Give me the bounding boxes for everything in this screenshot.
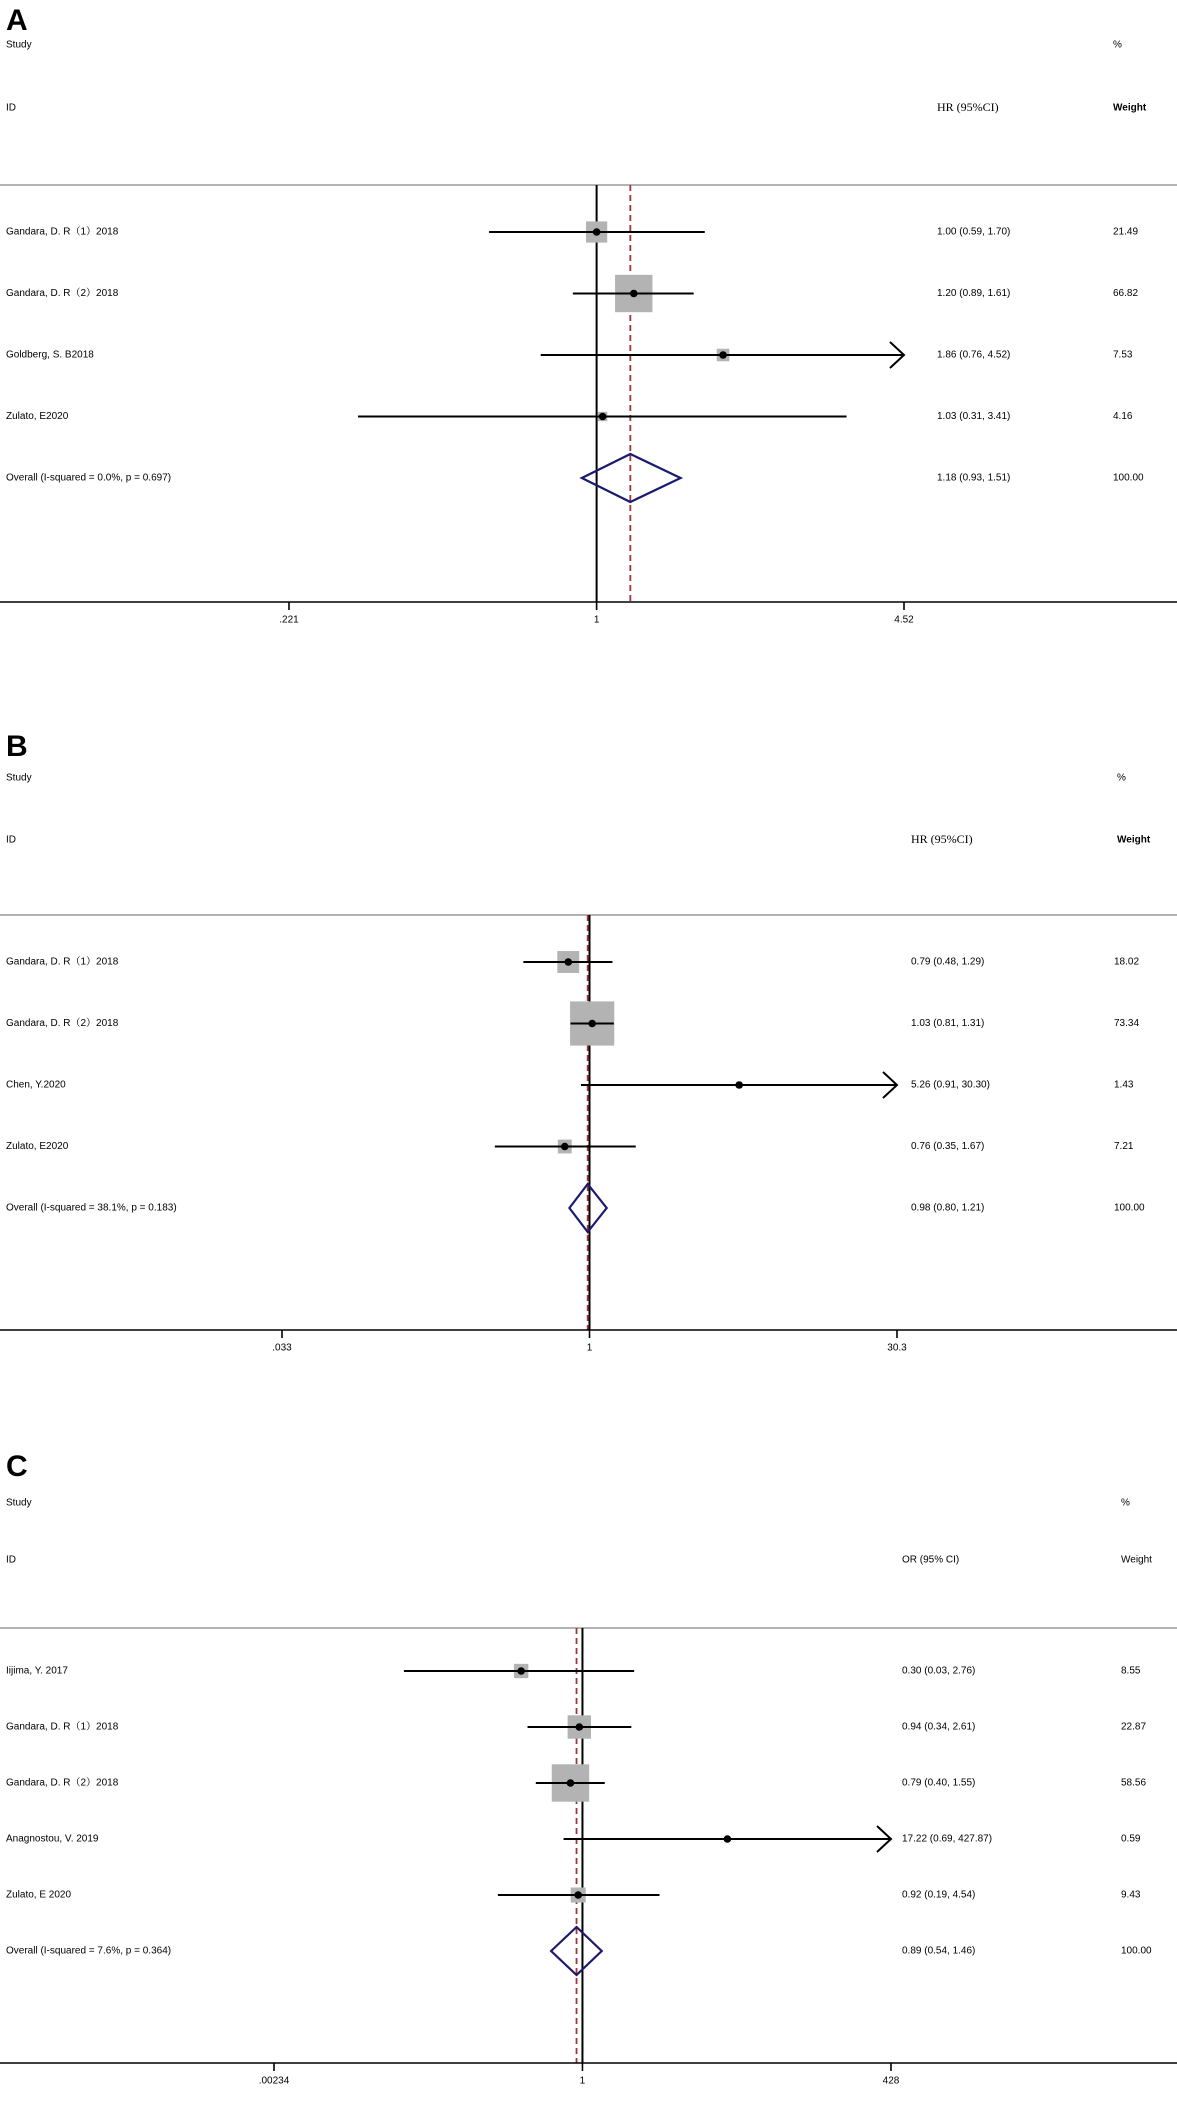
overall-ci-text: 0.98 (0.80, 1.21) xyxy=(911,1202,985,1214)
study-ci-text: 1.03 (0.31, 3.41) xyxy=(937,411,1011,423)
study-name: Gandara, D. R（1）2018 xyxy=(6,226,119,238)
x-axis-tick-label: .00234 xyxy=(258,2075,290,2087)
study-point-estimate xyxy=(719,351,727,359)
study-weight-text: 7.53 xyxy=(1113,349,1133,361)
study-name: Gandara, D. R（2）2018 xyxy=(6,1018,119,1030)
study-ci-text: 0.94 (0.34, 2.61) xyxy=(902,1721,976,1733)
study-name: Gandara, D. R（1）2018 xyxy=(6,1721,119,1733)
study-point-estimate xyxy=(588,1020,596,1028)
header-id: ID xyxy=(6,834,16,846)
study-ci-text: 1.86 (0.76, 4.52) xyxy=(937,349,1011,361)
study-ci-text: 0.79 (0.40, 1.55) xyxy=(902,1777,976,1789)
overall-ci-text: 0.89 (0.54, 1.46) xyxy=(902,1945,976,1957)
study-ci-text: 5.26 (0.91, 30.30) xyxy=(911,1079,990,1091)
study-weight-text: 7.21 xyxy=(1114,1141,1134,1153)
overall-label: Overall (I-squared = 38.1%, p = 0.183) xyxy=(6,1202,177,1214)
x-axis-tick-label: 1 xyxy=(579,2075,586,2087)
study-point-estimate xyxy=(567,1779,575,1787)
overall-ci-text: 1.18 (0.93, 1.51) xyxy=(937,472,1011,484)
header-id: ID xyxy=(6,102,16,114)
overall-weight-text: 100.00 xyxy=(1114,1202,1145,1214)
study-name: Anagnostou, V. 2019 xyxy=(6,1833,99,1845)
study-weight-text: 73.34 xyxy=(1114,1018,1140,1030)
study-ci-text: 1.00 (0.59, 1.70) xyxy=(937,226,1011,238)
study-weight-text: 1.43 xyxy=(1114,1079,1134,1091)
header-study: Study xyxy=(6,39,32,51)
study-point-estimate xyxy=(517,1667,525,1675)
study-point-estimate xyxy=(561,1143,569,1151)
header-weight: Weight xyxy=(1121,1554,1152,1566)
x-axis-tick-label: .221 xyxy=(279,614,299,626)
study-name: Gandara, D. R（2）2018 xyxy=(6,1777,119,1789)
study-ci-text: 0.79 (0.48, 1.29) xyxy=(911,956,985,968)
study-name: Gandara, D. R（2）2018 xyxy=(6,288,119,300)
study-point-estimate xyxy=(574,1891,582,1899)
study-ci-text: 17.22 (0.69, 427.87) xyxy=(902,1833,993,1845)
study-point-estimate xyxy=(630,290,638,298)
study-weight-text: 4.16 xyxy=(1113,411,1133,423)
overall-label: Overall (I-squared = 7.6%, p = 0.364) xyxy=(6,1945,172,1957)
x-axis-tick-label: 428 xyxy=(882,2075,900,2087)
x-axis-tick-label: 4.52 xyxy=(894,614,914,626)
overall-label: Overall (I-squared = 0.0%, p = 0.697) xyxy=(6,472,172,484)
study-name: Gandara, D. R（1）2018 xyxy=(6,956,119,968)
forest-panel-a xyxy=(0,4,1177,626)
header-effect: HR (95%CI) xyxy=(911,831,973,846)
study-weight-text: 21.49 xyxy=(1113,226,1139,238)
header-weight: Weight xyxy=(1113,102,1147,114)
study-point-estimate xyxy=(599,413,607,421)
study-name: Iijima, Y. 2017 xyxy=(6,1665,68,1677)
header-weight-pct: % xyxy=(1113,39,1122,51)
forest-panel-b xyxy=(0,730,1177,1354)
study-ci-text: 1.03 (0.81, 1.31) xyxy=(911,1018,985,1030)
study-name: Goldberg, S. B2018 xyxy=(6,349,94,361)
study-ci-text: 0.76 (0.35, 1.67) xyxy=(911,1141,985,1153)
study-name: Zulato, E 2020 xyxy=(6,1889,72,1901)
header-weight-pct: % xyxy=(1117,772,1126,784)
study-weight-text: 66.82 xyxy=(1113,288,1139,300)
x-axis-tick-label: 1 xyxy=(593,614,600,626)
study-point-estimate xyxy=(564,958,572,966)
header-weight-pct: % xyxy=(1121,1497,1130,1509)
study-name: Chen, Y.2020 xyxy=(6,1079,66,1091)
study-weight-text: 0.59 xyxy=(1121,1833,1141,1845)
study-point-estimate xyxy=(576,1723,584,1731)
study-weight-text: 18.02 xyxy=(1114,956,1140,968)
study-weight-text: 22.87 xyxy=(1121,1721,1147,1733)
study-point-estimate xyxy=(735,1081,743,1089)
study-name: Zulato, E2020 xyxy=(6,411,69,423)
overall-weight-text: 100.00 xyxy=(1121,1945,1152,1957)
panel-label: C xyxy=(6,1449,28,1483)
study-weight-text: 9.43 xyxy=(1121,1889,1141,1901)
x-axis-tick-label: 30.3 xyxy=(887,1342,907,1354)
study-weight-text: 8.55 xyxy=(1121,1665,1141,1677)
study-weight-text: 58.56 xyxy=(1121,1777,1147,1789)
study-ci-text: 0.30 (0.03, 2.76) xyxy=(902,1665,976,1677)
study-name: Zulato, E2020 xyxy=(6,1141,69,1153)
header-study: Study xyxy=(6,1497,32,1509)
header-weight: Weight xyxy=(1117,834,1151,846)
overall-weight-text: 100.00 xyxy=(1113,472,1144,484)
x-axis-tick-label: 1 xyxy=(586,1342,593,1354)
study-point-estimate xyxy=(593,228,601,236)
study-point-estimate xyxy=(724,1835,732,1843)
panel-label: A xyxy=(6,3,28,37)
header-effect: HR (95%CI) xyxy=(937,99,999,114)
study-ci-text: 0.92 (0.19, 4.54) xyxy=(902,1889,976,1901)
header-id: ID xyxy=(6,1554,16,1566)
panel-label: B xyxy=(6,729,28,763)
study-ci-text: 1.20 (0.89, 1.61) xyxy=(937,288,1011,300)
header-effect: OR (95% CI) xyxy=(902,1554,960,1566)
x-axis-tick-label: .033 xyxy=(272,1342,292,1354)
forest-panel-c xyxy=(0,1450,1177,2087)
header-study: Study xyxy=(6,772,32,784)
